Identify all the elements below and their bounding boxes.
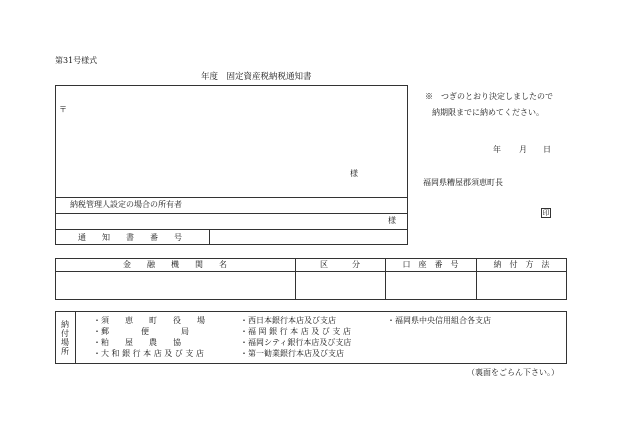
list-item: ・福岡県中央信用組合各支店 (387, 316, 491, 325)
list-item: ・福 岡 銀 行 本 店 及 び 支 店 (240, 327, 351, 336)
divider (55, 213, 408, 214)
issuer: 福岡県糟屋郡須恵町長 (423, 178, 503, 187)
list-item: ・須 恵 町 役 場 (93, 316, 205, 325)
payment-places-label: 所 (61, 347, 69, 356)
table-header-divider (55, 271, 567, 272)
payment-places-label: 場 (61, 338, 69, 347)
form-number: 第31号様式 (55, 56, 98, 65)
address-block (55, 85, 408, 245)
footer-note: （裏面をごらん下さい。） (467, 368, 559, 377)
header-bank-name: 金 融 機 関 名 (123, 260, 227, 269)
divider (55, 229, 408, 230)
date-day: 日 (543, 145, 551, 154)
postal-mark: 〒 (59, 105, 67, 114)
divider (55, 197, 408, 198)
list-item: ・粕 屋 農 協 (93, 338, 181, 347)
list-item: ・大 和 銀 行 本 店 及 び 支 店 (93, 349, 204, 358)
divider (209, 229, 210, 245)
addressee-suffix: 様 (350, 169, 358, 178)
date-year: 年 (493, 145, 501, 154)
notice-message-line2: 納期限までに納めてください。 (432, 108, 544, 117)
seal-icon: 印 (542, 209, 550, 217)
payment-places-label: 納 (61, 320, 69, 329)
header-account-number: 口 座 番 号 (402, 260, 459, 269)
notice-message-line1: ※ つぎのとおり決定しましたので (425, 92, 553, 101)
list-item: ・福岡シティ銀行本店及び支店 (240, 338, 352, 347)
header-payment-method: 納 付 方 法 (493, 260, 550, 269)
list-item: ・郵 便 局 (93, 327, 189, 336)
date-month: 月 (519, 145, 527, 154)
list-item: ・西日本銀行本店及び支店 (240, 316, 336, 325)
divider (75, 311, 76, 364)
notice-number-label: 通 知 書 番 号 (78, 233, 182, 242)
payment-places-label: 付 (61, 329, 69, 338)
list-item: ・第一勧業銀行本店及び支店 (240, 349, 344, 358)
tax-manager-label: 納税管理人設定の場合の所有者 (70, 200, 182, 209)
header-category: 区 分 (320, 260, 360, 269)
page-title: 年度 固定資産税納税通知書 (201, 72, 312, 82)
tax-manager-suffix: 様 (388, 216, 396, 225)
